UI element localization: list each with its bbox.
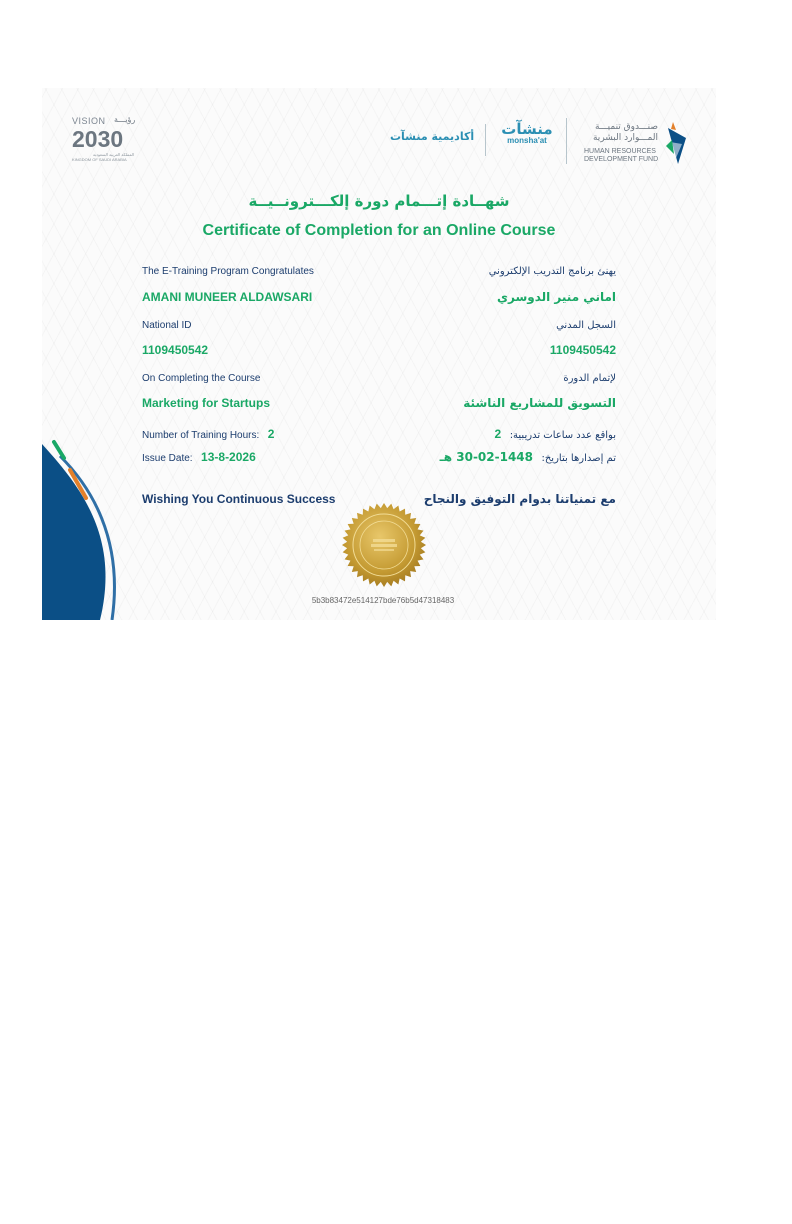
- certificate-hash: 5b3b83472e514127bde76b5d47318483: [311, 596, 455, 605]
- vision-label-en: VISION: [72, 116, 106, 126]
- congrats-label-en: The E-Training Program Congratulates: [142, 266, 314, 277]
- issue-date-value-ar: 1448-02-30 هـ: [439, 450, 534, 464]
- gold-seal-icon: [341, 502, 427, 588]
- hrdf-name-en-2: DEVELOPMENT FUND: [584, 156, 659, 163]
- issue-date-value-en: 13-8-2026: [201, 450, 256, 464]
- hours-value-ar: 2: [494, 427, 502, 441]
- issue-date-en: [142, 448, 256, 466]
- hrdf-name-ar-2: المـــوارد البشرية: [592, 133, 658, 143]
- hours-ar: [372, 425, 616, 443]
- logo-divider: [485, 124, 486, 156]
- logo-divider-2: [566, 118, 567, 164]
- national-id-value-en: 1109450542: [142, 343, 209, 357]
- issue-date-label-ar: تم إصدارها بتاريخ:: [541, 453, 616, 464]
- hours-value-en: 2: [267, 427, 275, 441]
- title-en: Certificate of Completion for an Online Course: [202, 222, 556, 239]
- congrats-label-ar: يهنئ برنامج التدريب الإلكتروني: [488, 266, 616, 277]
- issue-date-ar: [372, 448, 616, 466]
- decorative-swoosh-icon: [42, 428, 142, 620]
- vision-year: 2030: [72, 126, 124, 152]
- course-label-ar: لإتمام الدورة: [563, 373, 616, 384]
- issue-date-label-en: Issue Date:: [142, 453, 193, 464]
- hrdf-name-en-1: HUMAN RESOURCES: [584, 148, 656, 155]
- wishing-text-ar: مع تمنياتنا بدوام التوفيق والنجاح: [423, 492, 616, 506]
- course-name-ar: التسويق للمشاريع الناشئة: [463, 396, 616, 410]
- national-id-value-ar: 1109450542: [549, 343, 616, 357]
- vision-label-ar: رؤيـــة: [114, 115, 136, 124]
- course-label-en: On Completing the Course: [142, 373, 261, 384]
- monshaat-logo: [495, 120, 559, 160]
- monshaat-ar: منشآت: [501, 120, 553, 138]
- course-name-en: Marketing for Startups: [142, 396, 271, 410]
- hours-label-en: Number of Training Hours:: [142, 430, 260, 441]
- hours-label-ar: بواقع عدد ساعات تدريبية:: [509, 430, 616, 441]
- certificate: [42, 88, 716, 620]
- hrdf-logo: [572, 118, 692, 168]
- vision-sub-ar: المملكة العربية السعودية: [92, 152, 134, 157]
- title-ar: شهــادة إتـــمام دورة إلكـــترونــيــة: [248, 192, 510, 210]
- monshaat-en: monsha'at: [507, 136, 547, 145]
- hrdf-name-ar-1: صنـــدوق تنميـــة: [594, 122, 658, 132]
- national-id-label-en: National ID: [142, 320, 192, 331]
- national-id-label-ar: السجل المدني: [556, 320, 616, 331]
- academy-title: أكاديمية منشآت: [390, 130, 475, 143]
- recipient-name-ar: اماني منير الدوسري: [496, 290, 616, 304]
- recipient-name-en: AMANI MUNEER ALDAWSARI: [142, 290, 313, 304]
- hours-en: [142, 425, 274, 443]
- vision-sub-en: KINGDOM OF SAUDI ARABIA: [72, 157, 127, 162]
- vision-2030-logo: [68, 116, 148, 162]
- hrdf-emblem-icon: [664, 120, 688, 164]
- wishing-text-en: Wishing You Continuous Success: [142, 492, 336, 506]
